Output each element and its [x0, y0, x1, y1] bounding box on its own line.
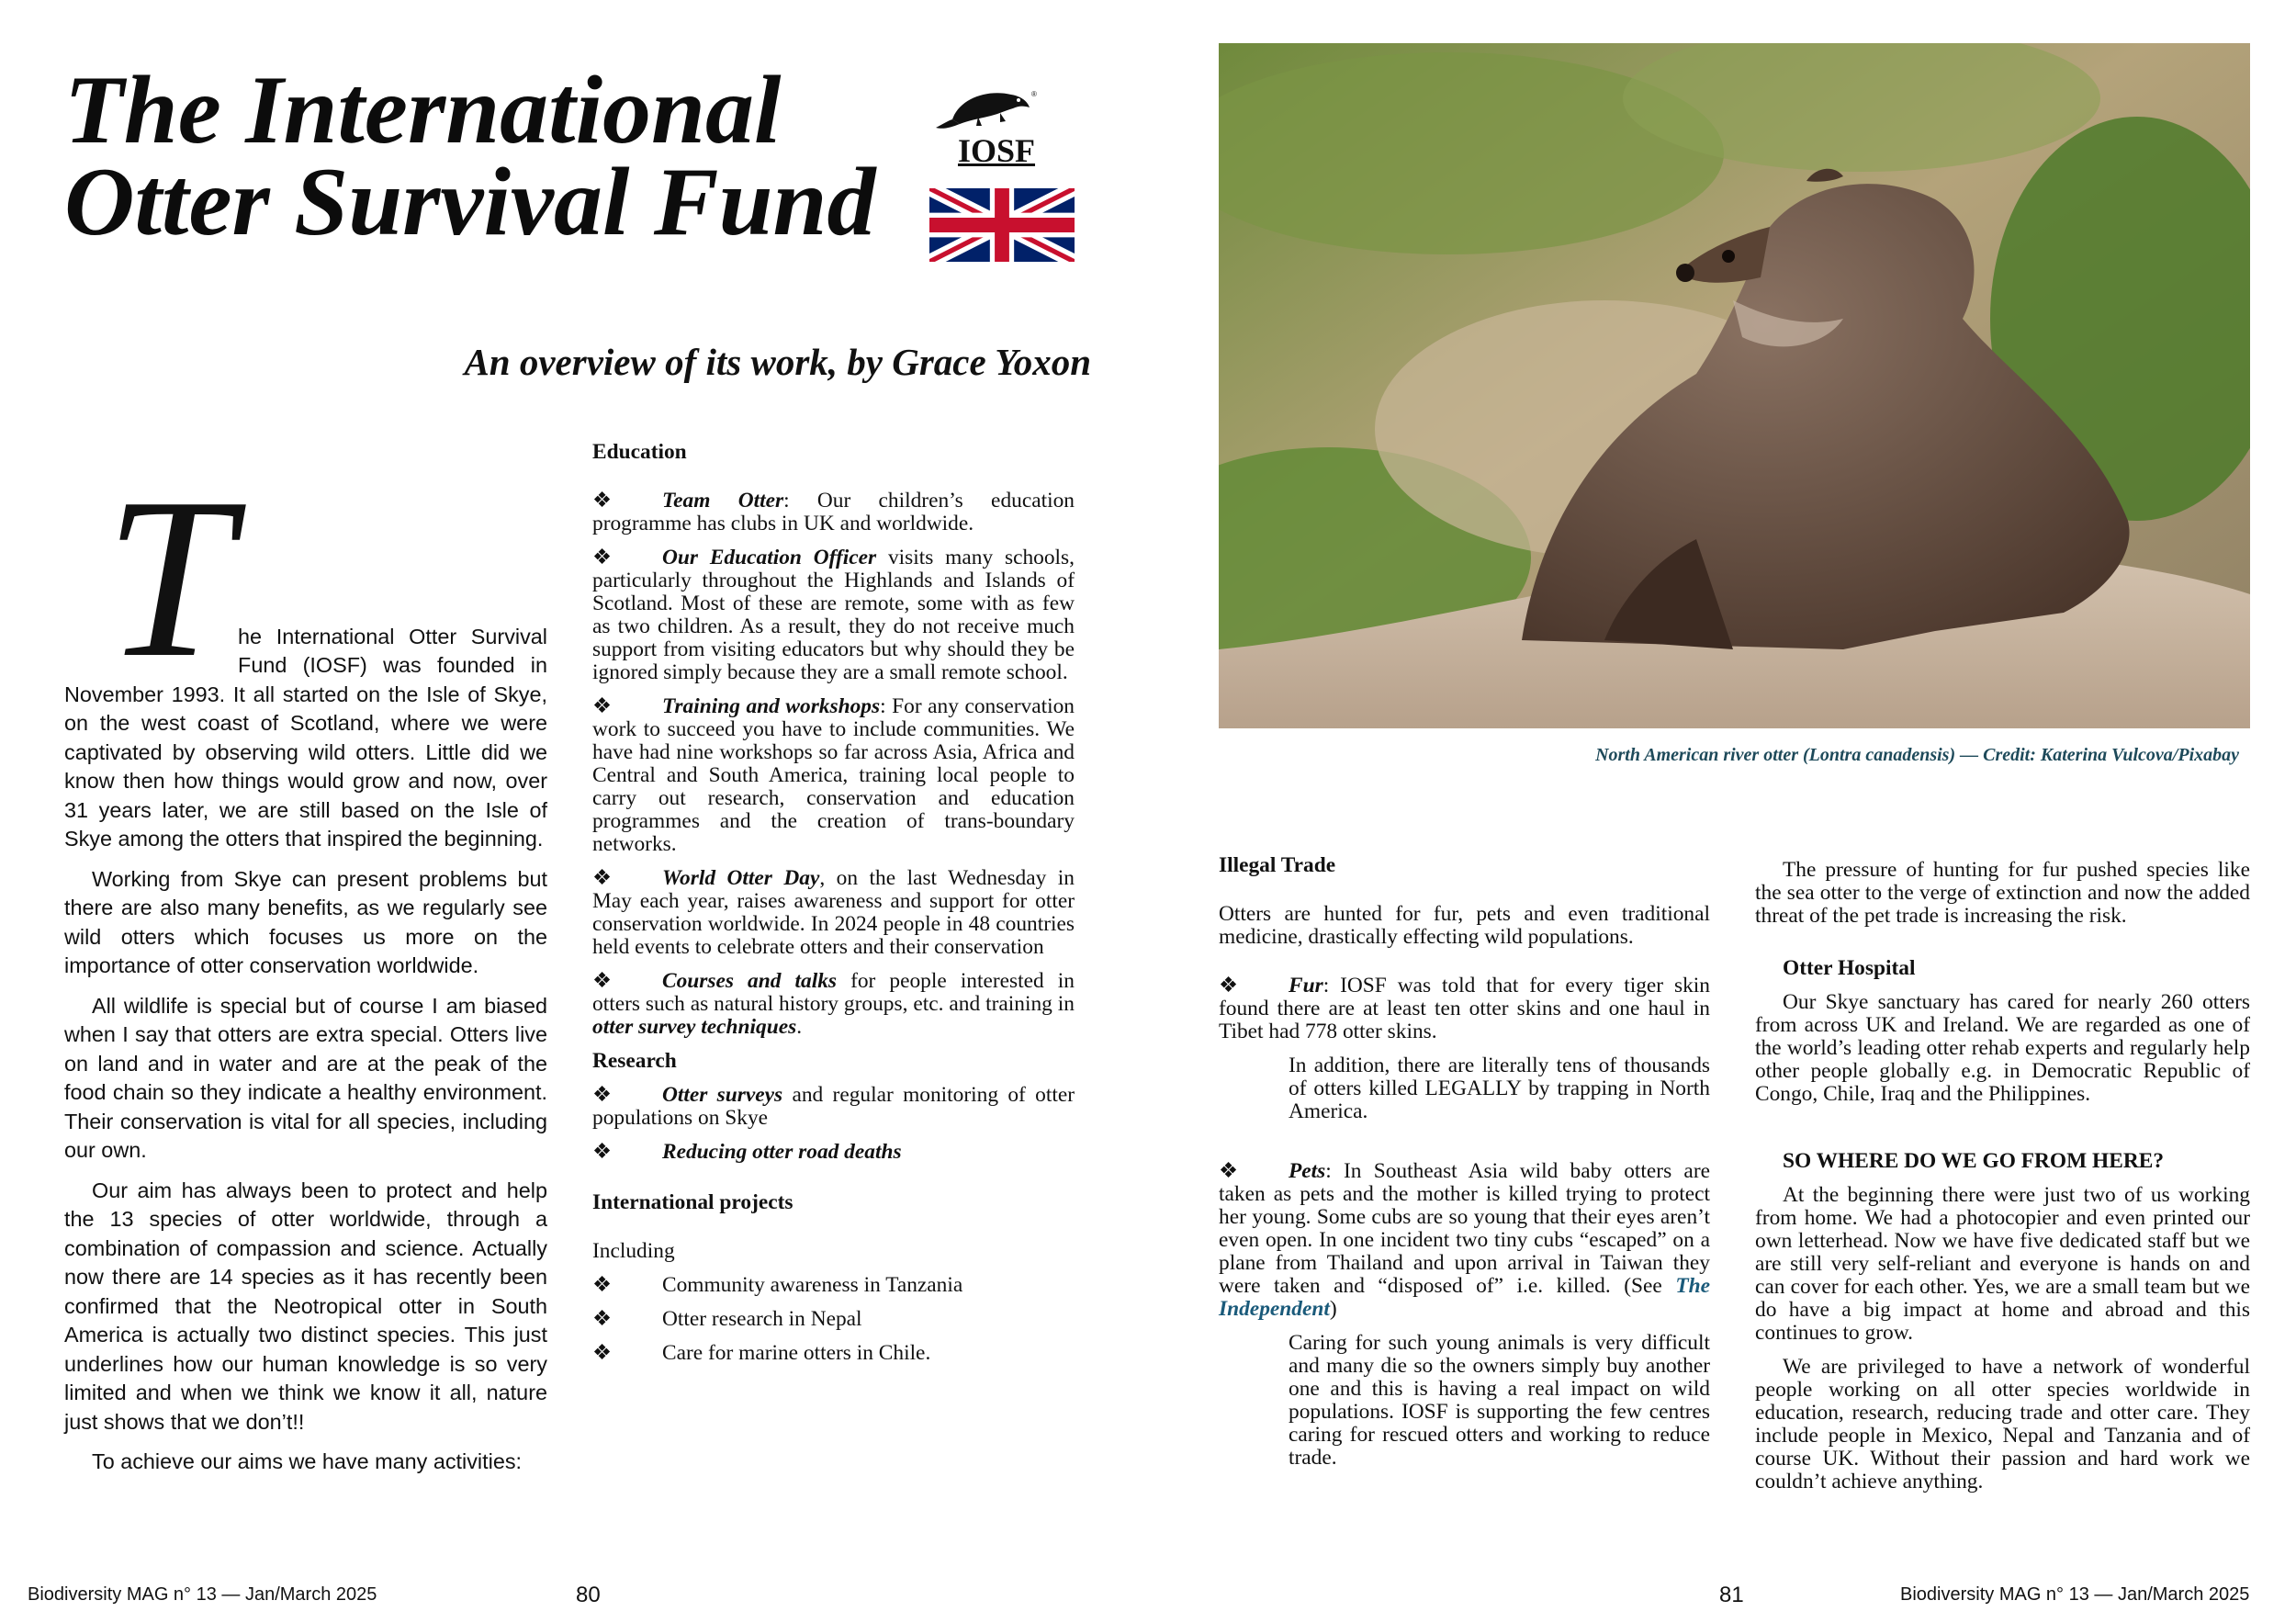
education-item-world-otter-day: ❖ World Otter Day, on the last Wednesday in May each year, raises awareness and support for otter conservation worldwide. In 2024 people in 48 countries held events to celebrate otters and their conservation: [592, 866, 1075, 959]
bullet-icon: ❖: [592, 694, 612, 718]
outlook-column: [1755, 859, 2250, 1505]
international-heading: International projects: [592, 1190, 793, 1214]
title-line-1: The International: [64, 56, 782, 163]
intro-paragraph-5: To achieve our aims we have many activities:: [92, 1449, 523, 1473]
intro-paragraph-3: All wildlife is special but of course I am biased when I say that otters are extra special. Otters live on land and in water and are at the peak of the food chain so they indicate a healthy environment. Their conservation is vital for all species, including our own.: [64, 993, 547, 1162]
international-including: Including: [592, 1239, 675, 1263]
bullet-icon: ❖: [592, 1083, 612, 1107]
the-independent-link[interactable]: The Independent: [1219, 1274, 1710, 1321]
bullet-icon: ❖: [592, 1307, 612, 1331]
article-subtitle: An overview of its work, by Grace Yoxon: [464, 341, 1091, 383]
education-item-courses: ❖ Courses and talks for people interested in otters such as natural history groups, etc. and training in otter survey techniques.: [592, 969, 1075, 1039]
intro-paragraph-2: Working from Skye can present problems but there are also many benefits, as we regularly see wild otters which focuses us more on the importance of otter conservation worldwide.: [64, 866, 547, 977]
bullet-icon: ❖: [592, 969, 612, 993]
research-heading: Research: [592, 1049, 677, 1073]
footer-right-text: Biodiversity MAG n° 13 — Jan/March 2025: [1900, 1584, 2250, 1605]
otter-hospital-paragraph: Our Skye sanctuary has cared for nearly 260 otters from across UK and Ireland. We are regarded as one of the world’s leading otter rehab experts and regularly help other people globally e.g. in Democratic Republic of Congo, Chile, Iraq and the Philippines.: [1755, 990, 2250, 1106]
page-number-right: 81: [1719, 1583, 1744, 1607]
illegal-trade-pets: ❖ Pets: In Southeast Asia wild baby otters are taken as pets and the mother is killed trying to protect her young. Some cubs are so young that their eyes aren’t even open. In one incident two tiny cubs “escaped” on a plane from Thailand and upon arrival in Taiwan they were taken and “disposed of” i.e. killed. (See The Independent): [1219, 1159, 1710, 1321]
international-item-tanzania: ❖ Community awareness in Tanzania: [592, 1273, 963, 1297]
intro-paragraph-1: he International Otter Survival Fund (IOSF) was founded in November 1993. It all started on the Isle of Skye, on the west coast of Scotland, where we were captivated by observing wild otters. Little did we know then how things would grow and now, over 31 years later, we are still based on the Isle of Skye among the otters that inspired the beginning.: [64, 624, 547, 851]
pressure-paragraph: The pressure of hunting for fur pushed species like the sea otter to the verge of extinction and now the added threat of the pet trade is increasing the risk.: [1755, 858, 2250, 928]
international-item-nepal: ❖ Otter research in Nepal: [592, 1307, 862, 1331]
future-heading: SO WHERE DO WE GO FROM HERE?: [1783, 1149, 2165, 1173]
illegal-trade-pets-extra: Caring for such young animals is very difficult and many die so the owners simply buy another one and this is having a real impact on wild populations. IOSF is supporting the few centres caring for rescued otters and working to reduce trade.: [1289, 1331, 1710, 1470]
bullet-icon: ❖: [592, 1341, 612, 1365]
illegal-trade-intro: Otters are hunted for fur, pets and even traditional medicine, drastically effecting wild populations.: [1219, 902, 1710, 949]
otter-photo: [1219, 43, 2250, 728]
drop-cap: T: [105, 451, 233, 705]
bullet-icon: ❖: [1219, 974, 1238, 997]
union-jack-flag-icon: [929, 188, 1075, 262]
research-item-road-deaths: ❖ Reducing otter road deaths: [592, 1140, 902, 1164]
education-item-team-otter: ❖ Team Otter: Our children’s education programme has clubs in UK and worldwide.: [592, 489, 1075, 535]
logo-text: IOSF: [957, 132, 1036, 169]
footer-left-text: Biodiversity MAG n° 13 — Jan/March 2025: [28, 1584, 377, 1605]
education-heading: Education: [592, 440, 687, 464]
bullet-icon: ❖: [1219, 1159, 1238, 1183]
illegal-trade-heading: Illegal Trade: [1219, 853, 1336, 877]
future-paragraph-2: We are privileged to have a network of wonderful people working on all otter species worldwide in education, research, reducing trade and otter care. They include people in Mexico, Nepal and Tanzania and of course UK. Without their passion and hard work we couldn’t achieve anything.: [1755, 1355, 2250, 1493]
bullet-icon: ❖: [592, 546, 612, 569]
education-item-training: ❖ Training and workshops: For any conservation work to succeed you have to include communities. We have had nine workshops so far across Asia, Africa and Central and South America, training local people to carry out research, conservation and education programmes and the creation of trans-boundary networks.: [592, 694, 1075, 856]
bullet-icon: ❖: [592, 489, 612, 513]
international-item-chile: ❖ Care for marine otters in Chile.: [592, 1341, 931, 1365]
bullet-icon: ❖: [592, 866, 612, 890]
research-item-surveys: ❖ Otter surveys and regular monitoring of otter populations on Skye: [592, 1083, 1075, 1130]
activities-column: [592, 441, 1075, 1376]
intro-column: [64, 451, 547, 1488]
page-title: [64, 56, 891, 255]
bullet-icon: ❖: [592, 1140, 612, 1164]
illegal-trade-fur-extra: In addition, there are literally tens of thousands of otters killed LEGALLY by trapping in North America.: [1289, 1054, 1710, 1123]
illegal-trade-fur: ❖ Fur: IOSF was told that for every tiger skin found there are at least ten otter skins and one haul in Tibet had 778 otter skins.: [1219, 974, 1710, 1043]
title-line-2: Otter Survival Fund: [64, 148, 876, 255]
illegal-trade-column: [1219, 854, 1710, 1481]
page-number-left: 80: [576, 1583, 601, 1607]
bullet-icon: ❖: [592, 1273, 612, 1297]
otter-hospital-heading: Otter Hospital: [1783, 956, 1916, 980]
photo-caption: North American river otter (Lontra canadensis) — Credit: Katerina Vulcova/Pixabay: [1595, 745, 2239, 765]
education-item-officer: ❖ Our Education Officer visits many schools, particularly throughout the Highlands and Islands of Scotland. Most of these are remote, some with as few as two children. As a result, they do not receive much support from visiting educators but why should they be ignored simply because they are a small remote school.: [592, 546, 1075, 684]
intro-paragraph-4: Our aim has always been to protect and help the 13 species of otter worldwide, through a combination of compassion and science. Actually now there are 14 species as it has recently been confirmed that the Neotropical otter in South America is actually two distinct species. This just underlines how our human knowledge is so very limited and when we think we know it all, nature just shows that we don’t!!: [64, 1178, 547, 1434]
future-paragraph-1: At the beginning there were just two of us working from home. We had a photocopier and even printed our own letterhead. Now we have five dedicated staff but we are still very self-reliant and everyone is hands on and can cover for each other. Yes, we are a small team but we do have a big impact at home and abroad and this continues to grow.: [1755, 1183, 2250, 1345]
svg-text:®: ®: [1031, 90, 1037, 98]
